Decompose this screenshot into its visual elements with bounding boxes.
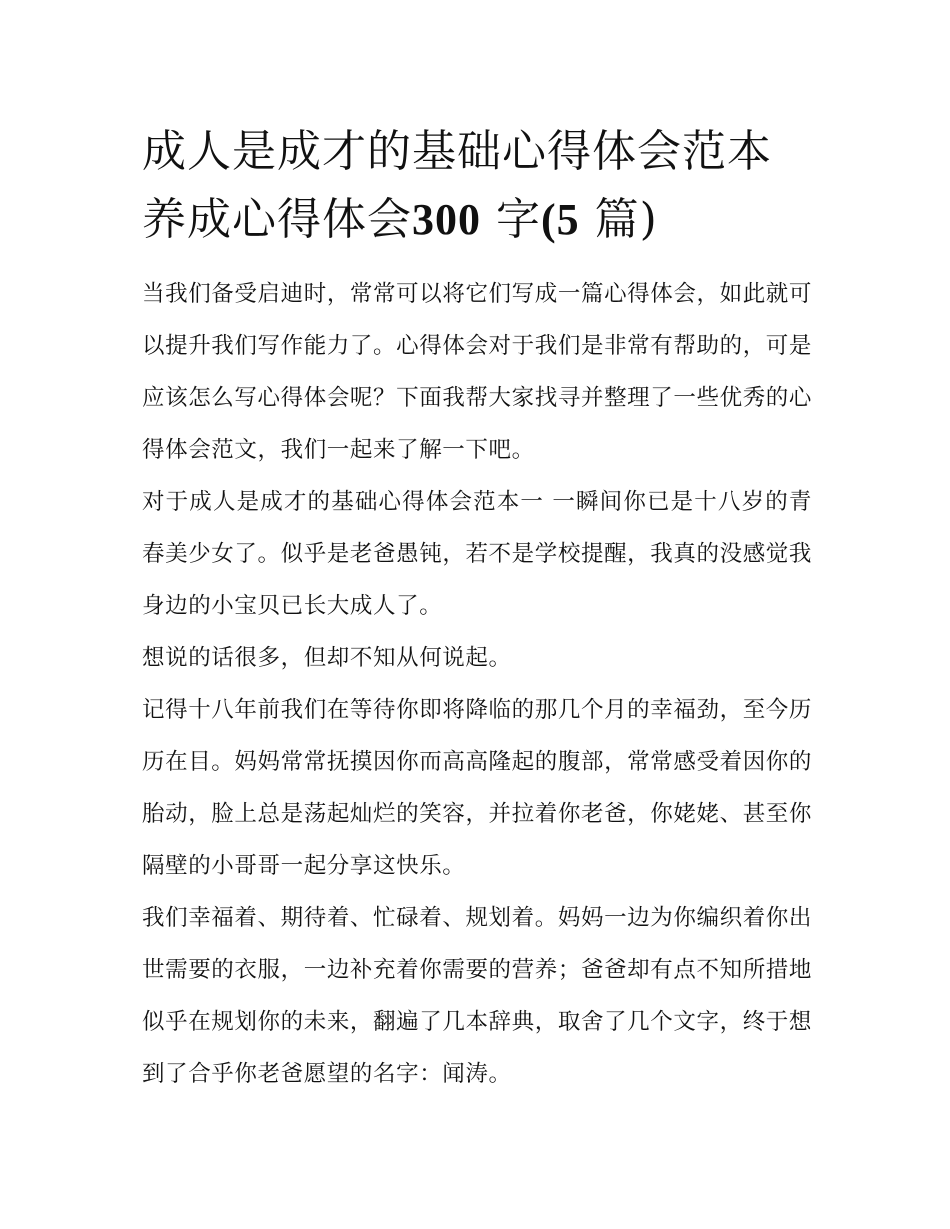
title-text: 成人是成才的基础心得体会范本 养成心得体会 xyxy=(142,126,772,245)
paragraph-thoughts: 想说的话很多，但却不知从何说起。 xyxy=(142,645,512,671)
title-unit: 字 xyxy=(481,194,541,245)
paragraph-intro: 当我们备受启迪时，常常可以将它们写成一篇心得体会，如此就可以提升我们写作能力了。心得体会对于我们是非常有帮助的，可是应该怎么写心得体会呢？下面我帮大家找寻并整理了一些优秀的心得体会范文，我们一起来了解一下吧。 xyxy=(142,281,812,463)
title-count: (5 xyxy=(541,195,580,244)
title-suffix: 篇) xyxy=(579,194,658,245)
paragraph-essay-opening: 对于成人是成才的基础心得体会范本一 一瞬间你已是十八岁的青春美少女了。似乎是老爸愚钝，若不是学校提醒，我真的没感觉我身边的小宝贝已长大成人了。 xyxy=(142,489,812,619)
document-title xyxy=(142,118,812,254)
title-number: 300 xyxy=(412,195,481,244)
document-body xyxy=(142,118,812,1100)
paragraph-preparations: 我们幸福着、期待着、忙碌着、规划着。妈妈一边为你编织着你出世需要的衣服，一边补充着你需要的营养；爸爸却有点不知所措地似乎在规划你的未来，翻遍了几本辞典，取舍了几个文字，终于想到了合乎你老爸愿望的名字：闻涛。 xyxy=(142,905,812,1087)
paragraph-memories: 记得十八年前我们在等待你即将降临的那几个月的幸福劲，至今历历在目。妈妈常常抚摸因你而高高隆起的腹部，常常感受着因你的胎动，脸上总是荡起灿烂的笑容，并拉着你老爸，你姥姥、甚至你隔壁的小哥哥一起分享这快乐。 xyxy=(142,697,812,879)
